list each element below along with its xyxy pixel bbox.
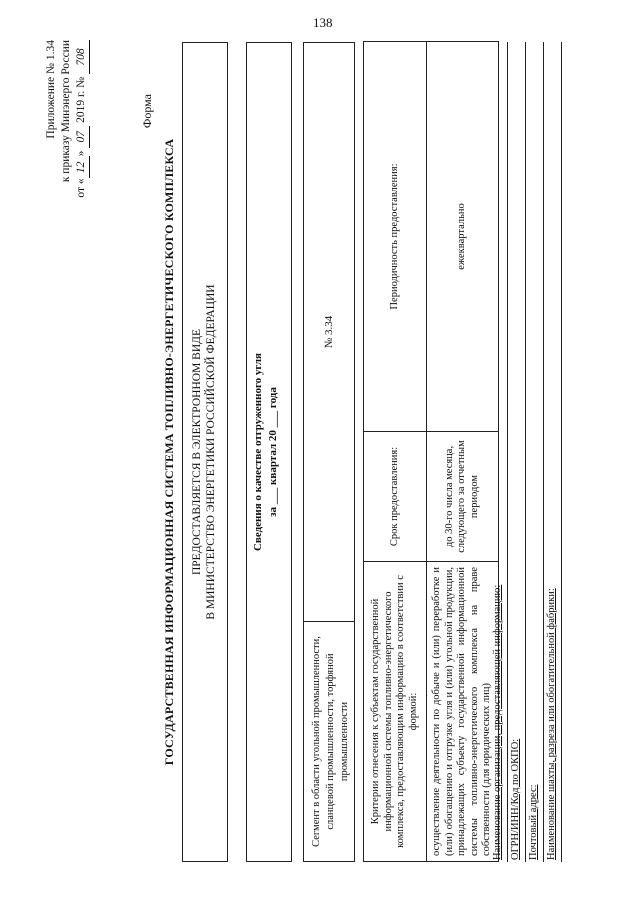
report-title-box: [246, 42, 292, 862]
order-day: 12: [74, 156, 90, 178]
approval-block: [44, 40, 90, 270]
criteria-table: [363, 41, 499, 862]
periodicity-header: Периодичность предоставления:: [364, 42, 427, 432]
report-period: за ___ квартал 20 ___ года: [267, 387, 279, 517]
segment-box: [303, 42, 355, 862]
report-title: Сведения о качестве отгруженного угля: [252, 353, 264, 552]
organization-name-label: Наименование организации, предоставляющей информацию:: [492, 584, 503, 860]
postal-address-field[interactable]: [526, 42, 544, 862]
date-prefix: от «: [75, 178, 87, 198]
criteria-header: Критерии отнесения к субъектам государственной информационной системы топливно-энергетического комплекса, предоставляющим информацию в соответствии с формой:: [364, 562, 427, 862]
form-label: Форма: [140, 94, 154, 129]
segment-text: Сегмент в области угольной промышленности, сланцевой промышленности, торфяной промышленности: [304, 621, 354, 861]
order-month: 07: [74, 126, 90, 148]
order-date-line: [74, 40, 90, 270]
organization-name-field[interactable]: [490, 42, 508, 862]
appendix-number: Приложение № 1.34: [45, 40, 57, 139]
criteria-table-header-row: [364, 42, 427, 862]
rotated-form-content: [20, 22, 600, 882]
order-number: 708: [74, 40, 90, 74]
criteria-cell: осуществление деятельности по добыче и (или) переработке и (или) обогащению и отгрузке угля и (или) угольной продукции, принадлежащих субъекту государственной информационной системы топливно-энергетического комплекса на праве собственности (для юридических лиц): [427, 562, 499, 862]
system-title: ГОСУДАРСТВЕННАЯ ИНФОРМАЦИОННАЯ СИСТЕМА ТОПЛИВНО-ЭНЕРГЕТИЧЕСКОГО КОМПЛЕКСА: [162, 138, 176, 766]
deadline-cell: до 30-го числа месяца, следующего за отчетным периодом: [427, 432, 499, 562]
criteria-table-row: [427, 42, 499, 862]
deadline-header: Срок предоставления:: [364, 432, 427, 562]
periodicity-cell: ежеквартально: [427, 42, 499, 432]
mine-name-field[interactable]: [544, 42, 562, 862]
mine-name-label: Наименование шахты, разреза или обогатительной фабрики:: [546, 588, 557, 860]
order-year: 2019 г. №: [75, 76, 87, 123]
page-number: 138: [313, 15, 333, 30]
postal-address-label: Почтовый адрес:: [528, 784, 539, 860]
date-quote: »: [75, 150, 87, 157]
ogrn-inn-okpo-field[interactable]: [508, 42, 526, 862]
order-reference: к приказу Минэнерго России: [60, 40, 72, 183]
submission-line-1: ПРЕДОСТАВЛЯЕТСЯ В ЭЛЕКТРОННОМ ВИДЕ: [191, 328, 203, 576]
submission-box: [182, 42, 228, 862]
respondent-info: [490, 42, 562, 862]
ogrn-inn-okpo-label: ОГРН/ИНН/Код по ОКПО:: [510, 738, 521, 860]
form-number: № 3.34: [323, 315, 335, 349]
submission-line-2: В МИНИСТЕРСТВО ЭНЕРГЕТИКИ РОССИЙСКОЙ ФЕДЕРАЦИИ: [205, 284, 217, 620]
